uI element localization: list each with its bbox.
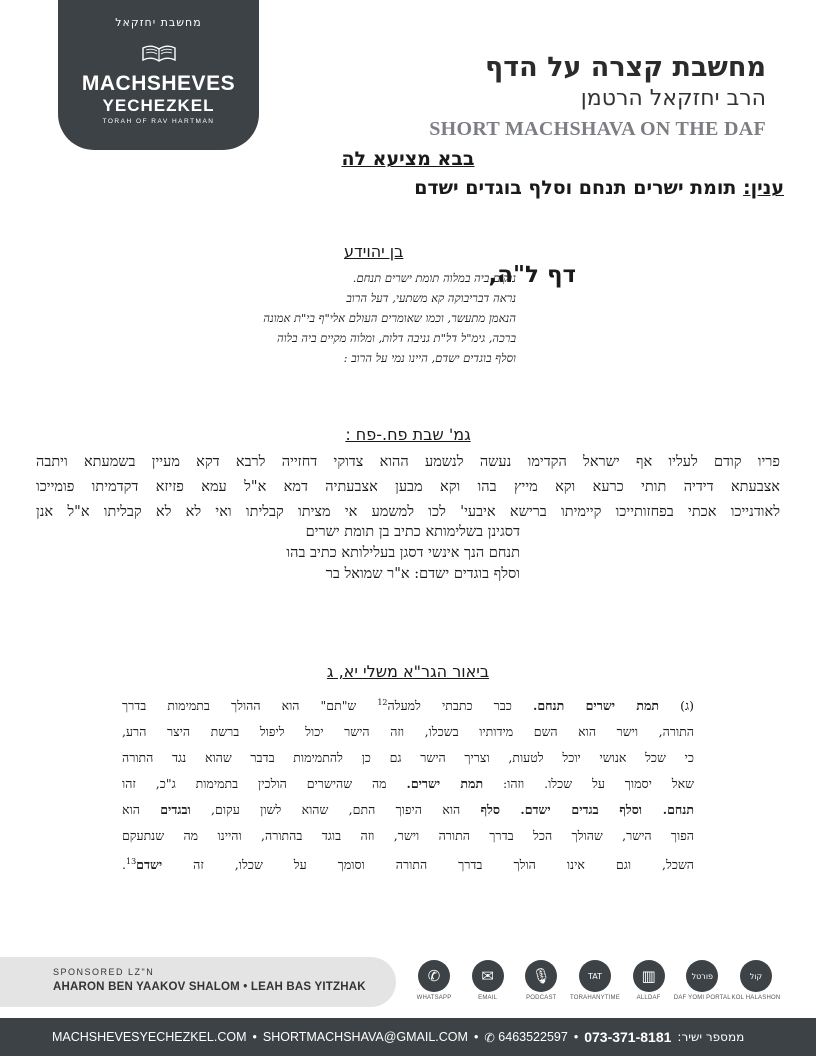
gra-title-text: ביאור הגר"א משלי יא, ג [326, 662, 490, 681]
separator: • [252, 1030, 257, 1044]
text-line: אצבעתא דידיה תותי כרעא וקא מייץ בהו וקא מבען אצבעתיה דמא א"ל עמא פזיזא דקדמיתו פומייכו [36, 479, 780, 495]
footnote-marker: 13 [125, 857, 137, 867]
text-line [122, 745, 694, 771]
ben-yehoyada-title: בן יהוידע [344, 242, 404, 261]
separator: • [573, 1030, 579, 1044]
text-segment: שאל יסמוך על שכלו. וזהו: [483, 776, 694, 792]
author-name: הרב יחזקאל הרטמן [580, 86, 766, 111]
whatsapp-small-icon: ✆ [484, 1030, 499, 1045]
text-line: ברכה, גימ"ל דל"ת גניבה דלות, ומלוה מקיים ביה בלוה [276, 331, 516, 345]
text-line [122, 771, 694, 797]
social-icons [410, 960, 780, 1008]
text-segment: . [122, 857, 126, 873]
text-line: נראה דבריבוקה קא משתעי, דעל הרוב [346, 291, 516, 305]
logo-hebrew: מחשבת יחזקאל [115, 16, 202, 29]
icon-caption: EMAIL [478, 995, 498, 1001]
text-line: דסגינן בשלימותא כתיב בן תומת ישרים [305, 524, 520, 540]
text-segment: הוא היפוך התם, שהוא לשון עקום, [190, 802, 481, 818]
text-segment: ובגדים [160, 802, 191, 818]
text-segment: התורה, וישר הוא השם מידותיו בשכלו, וזה הישר יכול ליפול ברשת היצר הרע, [122, 724, 694, 740]
text-segment: סלף [480, 802, 501, 818]
text-line: תנחם הנך אינשי דסגן בעלילותא כתיב בהו [286, 545, 520, 561]
text-segment: תמת ישרים תנחם. [532, 698, 660, 714]
text-segment: תמת ישרים. [406, 776, 484, 792]
gemara-title [0, 425, 816, 444]
open-book-icon [142, 44, 176, 62]
text-segment [500, 802, 520, 817]
text-line: נוקים ביה במלוה תומת ישרים תנחם. [352, 271, 516, 285]
torahanytime-icon: TAT [579, 960, 611, 992]
inyan-heading [414, 177, 784, 199]
whatsapp-button[interactable] [410, 960, 458, 1008]
whatsapp-icon: ✆ [418, 960, 450, 992]
logo-line-2: YECHEZKEL [102, 96, 215, 115]
inyan-label: ענין: [743, 177, 784, 199]
gemara-title-text: גמ' שבת פח.-פח : [345, 425, 471, 444]
text-line [122, 823, 694, 849]
logo-line-1: MACHSHEVES [81, 72, 236, 95]
phone-label: ממספר ישיר: [677, 1030, 745, 1044]
gemara-verse [250, 522, 520, 585]
text-line [122, 690, 694, 719]
text-line [122, 797, 694, 823]
whatsapp-number[interactable]: 6463522597 [498, 1030, 568, 1044]
text-segment: השכל, וגם אינו הולך בדרך התורה וסומך על שכלו, זה [162, 857, 694, 873]
text-line: לאודנייכו אכתי בפחזותייכו קיימיתו ברישא איבעי' לכו למשמע אי מציתו קבליתו ואי לא לא קבליתו א"ל אנן [36, 504, 780, 520]
text-segment: הפוך הישר, שהולך הכל בדרך התורה וישר, וזה בוגד בהתורה, והיינו מה שנתעקם [122, 828, 694, 844]
gemara-text [36, 450, 780, 525]
text-segment: תנחם. וסלף בגדים ישדם. [520, 802, 694, 818]
logo [58, 0, 259, 150]
daf-yomi-portal-button[interactable] [673, 960, 731, 1008]
text-segment: הוא [122, 802, 161, 818]
kol-halashon-button[interactable] [732, 960, 780, 1008]
icon-caption: WHATSAPP [416, 995, 452, 1001]
text-segment: (ג) [659, 698, 694, 714]
email-link[interactable]: SHORTMACHSHAVA@GMAIL.COM [262, 1030, 468, 1044]
email-button[interactable] [464, 960, 512, 1008]
website-link[interactable]: MACHSHEVESYECHEZKEL.COM [52, 1030, 247, 1044]
page-title-hebrew: מחשבת קצרה על הדף [485, 52, 766, 83]
icon-caption: PODCAST [526, 995, 557, 1001]
logo-tagline: TORAH OF RAV HARTMAN [102, 118, 215, 125]
text-line: פריו קודם לעליו אף ישראל הקדימו נעשה לנשמע ההוא צדוקי דחזייה לרבא דקא מעיין בשמעתא ויתבה [36, 454, 780, 470]
masechta-heading: בבא מציעא לה [341, 148, 475, 170]
icon-caption: TORAHANYTIME [569, 995, 620, 1001]
icon-caption: DAF YOMI PORTAL [673, 995, 731, 1001]
email-icon: ✉ [472, 960, 504, 992]
icon-caption: ALLDAF [636, 995, 661, 1001]
sponsor-label: SPONSORED LZ"N [53, 967, 155, 977]
sponsor-names: AHARON BEN YAAKOV SHALOM • LEAH BAS YITZHAK [53, 981, 366, 993]
alldaf-button[interactable] [625, 960, 673, 1008]
phone-number[interactable]: 073-371-8181 [584, 1029, 672, 1045]
text-line [122, 719, 694, 745]
text-segment: כי שכל אנושי יוכל לטעות, וצריך הישר גם כן להתמימות בדבר שהוא נגד התורה [122, 750, 694, 766]
ben-yehoyada-daf: דף ל"ה, [488, 262, 576, 288]
gra-title [0, 662, 816, 681]
footnote-marker: 12 [377, 698, 388, 707]
inyan-text: תומת ישרים תנחם וסלף בוגדים ישדם [414, 177, 744, 199]
daf-yomi-portal-icon: פורטל [686, 960, 718, 992]
ben-yehoyada-text [256, 268, 516, 368]
alldaf-icon: ▥ [633, 960, 665, 992]
sponsor-bar [0, 957, 396, 1007]
text-line: הנאמן מתעשר, וכמו שאומרים העולם אלי"ף בי"ת אמונה [263, 311, 516, 325]
page-title-english: SHORT MACHSHAVA ON THE DAF [429, 118, 766, 140]
kol-halashon-icon: קול [740, 960, 772, 992]
footer-bar [0, 1018, 816, 1056]
torahanytime-button[interactable] [571, 960, 619, 1008]
text-segment: כבר כתבתי למעלה [387, 698, 533, 714]
text-segment: ש"תם" הוא ההולך בתמימות בדרך [122, 698, 378, 714]
text-line: וסלף בוגדים ישדם, היינו נמי על הרוב : [343, 351, 516, 365]
podcast-button[interactable] [517, 960, 565, 1008]
gra-text [122, 690, 694, 878]
podcast-icon: 🎙 [525, 960, 557, 992]
text-line [122, 849, 694, 878]
text-line: וסלף בוגדים ישדם: א"ר שמואל בר [325, 566, 520, 582]
text-segment: מה שהישרים הולכין בתמימות ג"כ, זהו [122, 776, 407, 792]
text-segment: ישדם [136, 857, 163, 873]
separator: • [473, 1030, 479, 1044]
icon-caption: KOL HALASHON [731, 995, 781, 1001]
